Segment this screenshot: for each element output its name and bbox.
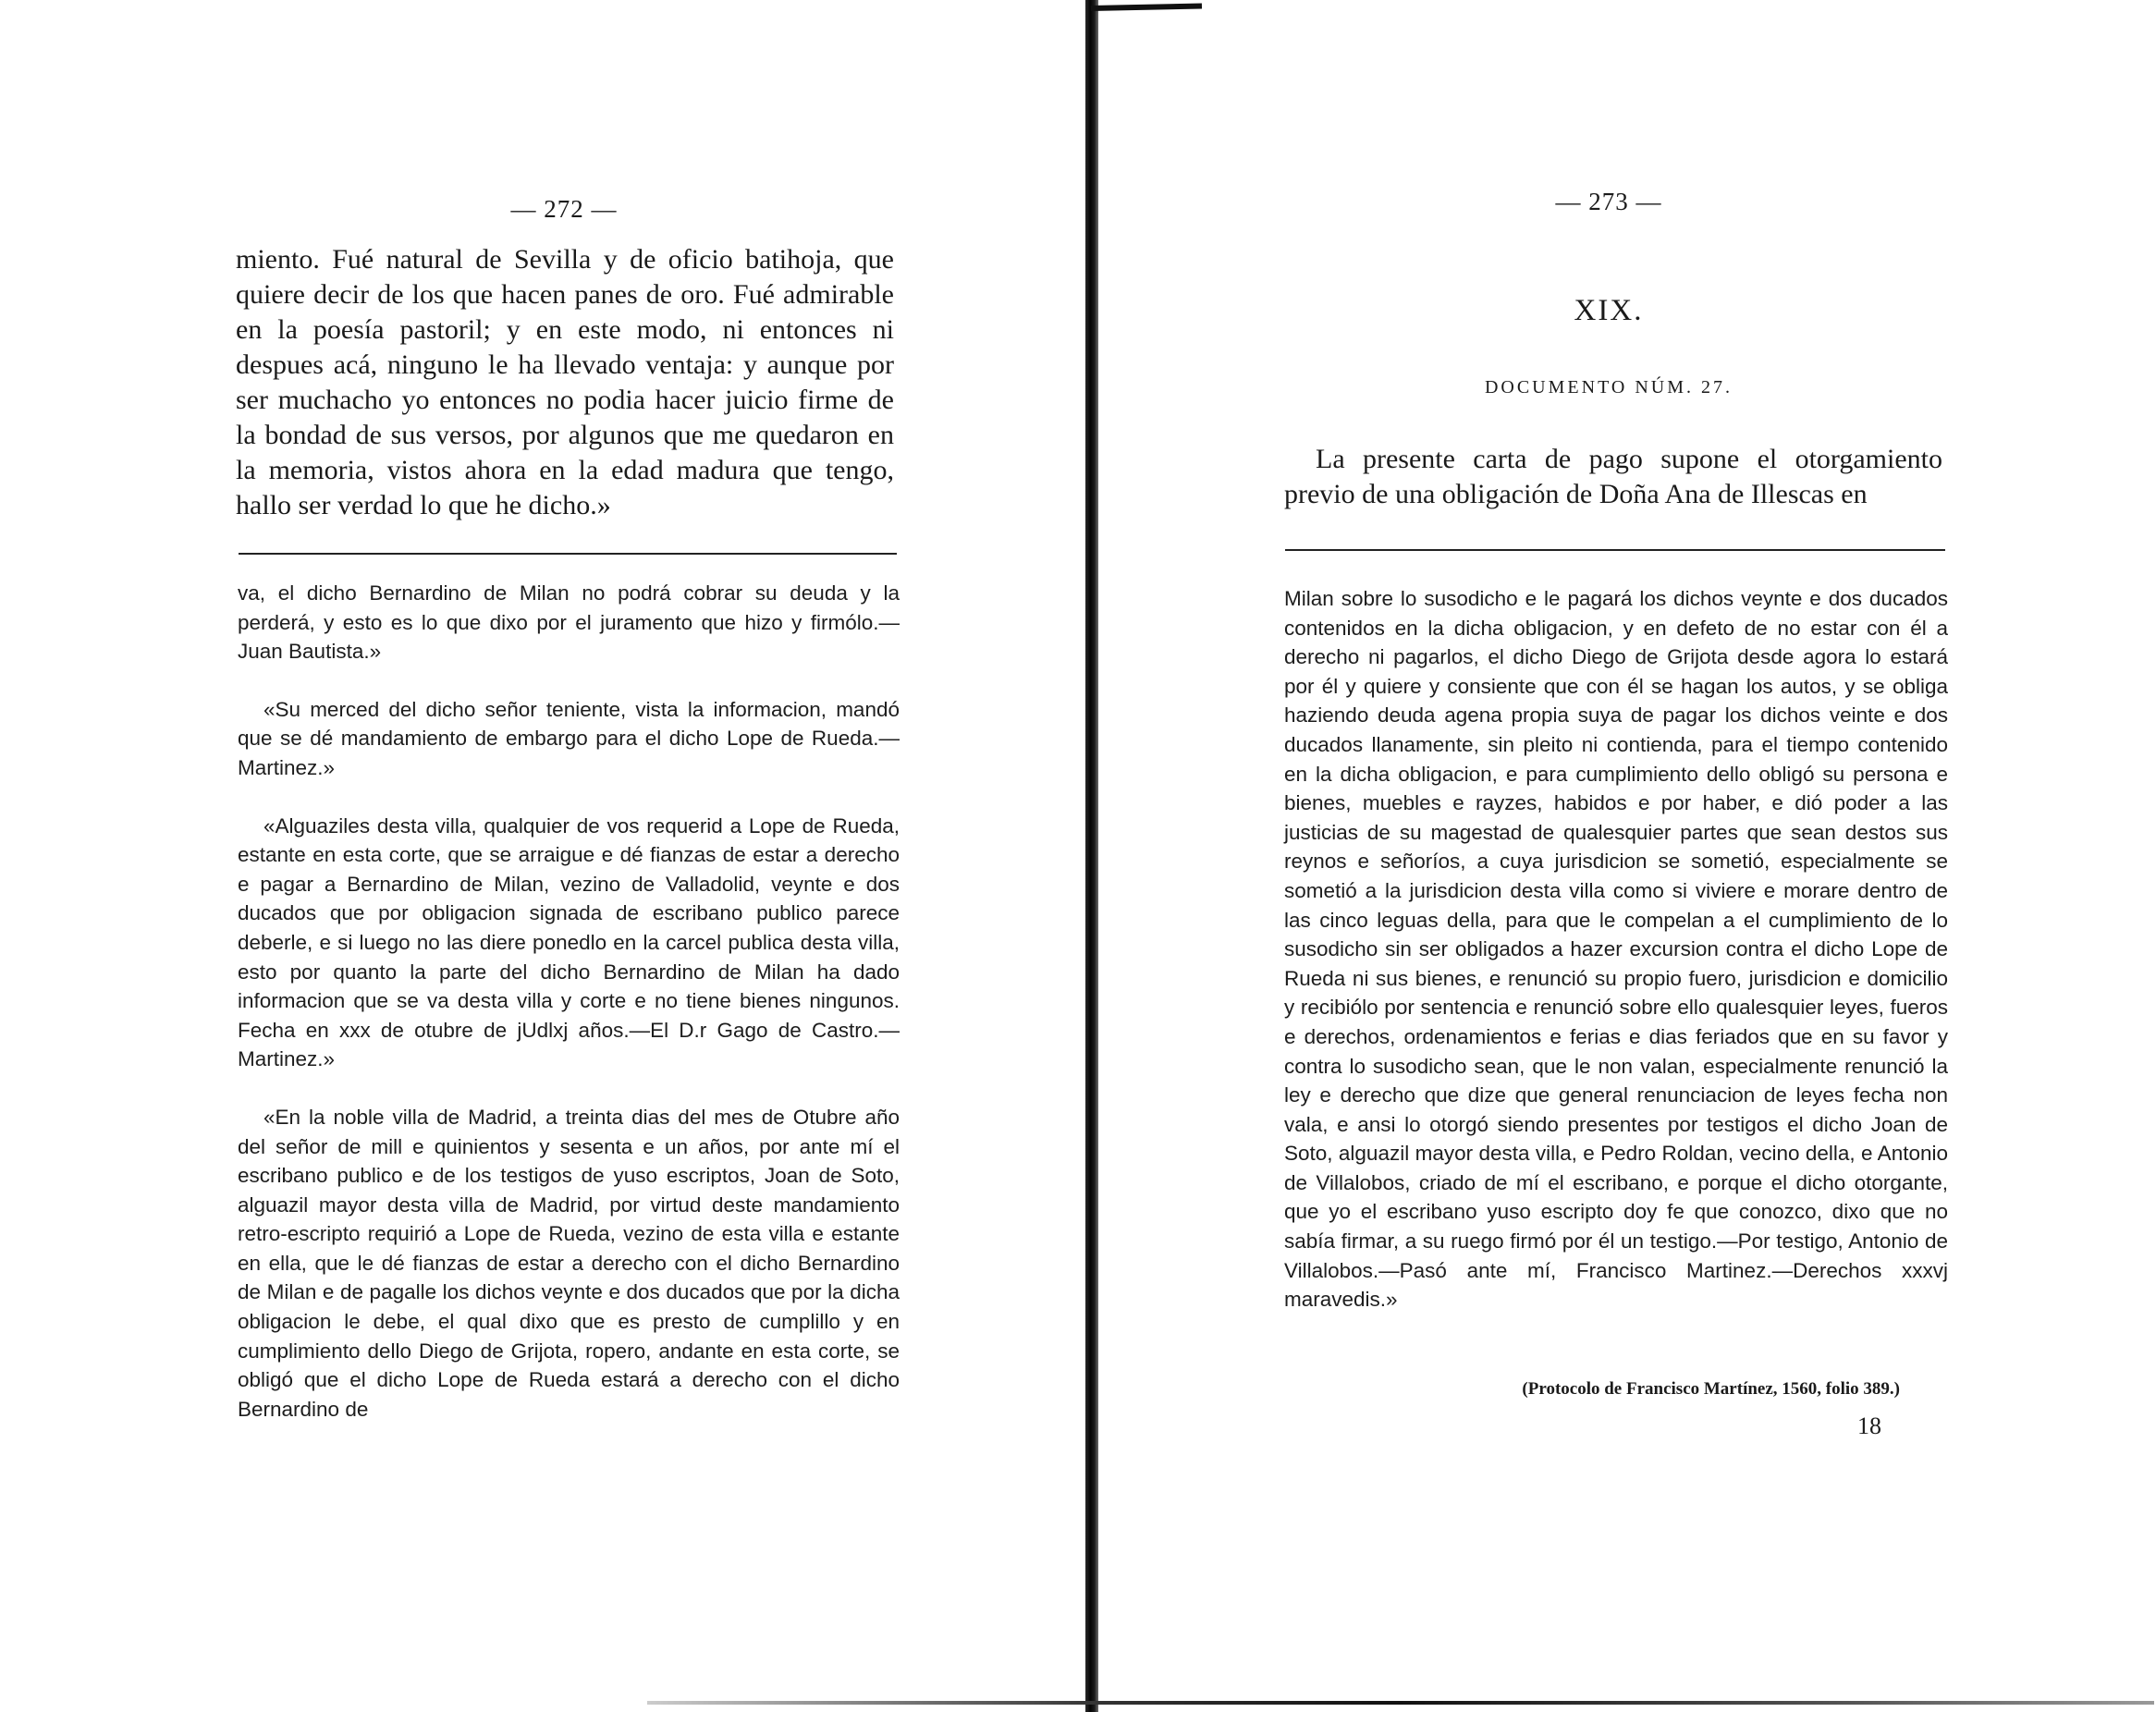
page-number: — 272 — <box>510 195 618 223</box>
footnote-text <box>1284 584 1948 1343</box>
note-paragraph: «Alguaziles desta villa, qualquier de vos requerid a Lope de Rueda, estante en esta corte, que se arraigue e dé fianzas de estar a derecho e pagar a Bernardino de Milan, vezino de Valladolid, veynte e dos ducados que por obligacion signada de escribano publico parece deberle, e si luego no las diere ponedlo en la carcel publica desta villa, esto por quanto la parte del dicho Bernardino de Milan ha dado informacion que se va desta villa y corte e no tiene bienes ningunos. Fecha en xxx de otubre de jUdlxj años.—El D.r Gago de Castro.—Martinez.» <box>238 813 900 1071</box>
note-paragraph: «Su merced del dicho señor teniente, vista la informacion, mandó que se dé mandamiento de embargo para el dicho Lope de Rueda.—Martinez.» <box>238 697 900 779</box>
footnote-rule <box>1285 549 1945 551</box>
main-paragraph: miento. Fué natural de Sevilla y de oficio batihoja, que quiere decir de los que hacen panes de oro. Fué admirable en la poesía pastoril; y en este modo, ni entonces ni despues acá, ninguno le ha llevado ventaja: y aunque por ser muchacho yo entonces no podia hacer juicio firme de la bondad de sus versos, por algunos que me quedaron en la memoria, vistos ahora en la edad madura que tengo, hallo ser verdad lo que he dicho.» <box>236 244 894 520</box>
note-paragraph: va, el dicho Bernardino de Milan no podrá cobrar su deuda y la perderá, y esto es lo que dixo por el juramento que hizo y firmólo.—Juan Bautista.» <box>238 581 900 664</box>
main-text <box>1284 442 1942 512</box>
note-paragraph: Milan sobre lo susodicho e le pagará los dichos veynte e dos ducados contenidos en la dicha obligacion, y en defeto de no estar con él a derecho ni pagarlos, el dicho Diego de Grijota desde agora lo estará por él y quiere y consiente que con él se hagan los autos, y se obliga haziendo deuda agena propia suya de pagar los dichos veinte e dos ducados llanamente, sin pleito ni contienda, para el tiempo contenido en la dicha obligacion, e para cumplimiento dello obligó su persona e bienes, muebles e rayzes, habidos e por haber, e dió poder a las justicias de su magestad de qualesquier partes que sean destos sus reynos e señoríos, a cuya jurisdicion se sometió, especialmente se sometió a la jurisdicion desta villa como si viviere e morare dentro de las cinco leguas della, para que le compelan a el cumplimiento de lo susodicho sin ser obligados a hazer excursion contra el dicho Lope de Rueda ni sus bienes, e renunció su propio fuero, jurisdicion e domicilio y recibiólo por sentencia e renunció sobre ello qualesquier leyes, fueros e derechos, ordenamientos e ferias e dias feriados que en su favor y contra lo susodicho sean, que le non valan, especialmente renunció la ley e derecho que dize que general renunciacion de leyes fecha non vala, e ansi lo otorgó siendo presentes por testigos el dicho Joan de Soto, alguazil mayor desta villa, e Pedro Roldan, vecino della, e Antonio de Villalobos, criado de mí el escribano, e porque el dicho otorgante, que yo el escribano yuso escripto doy fe que conozco, dixo que no sabía firmar, a su ruego firmó por él un testigo.—Por testigo, Antonio de Villalobos.—Pasó ante mí, Francisco Martinez.—Derechos xxxvj maravedis.» <box>1284 587 1948 1312</box>
main-text <box>236 242 894 523</box>
footnote-rule <box>239 553 897 555</box>
chapter-title: XIX. <box>1574 294 1644 327</box>
page-number: — 273 — <box>1555 188 1662 215</box>
document-heading: DOCUMENTO NÚM. 27. <box>1484 377 1733 397</box>
main-paragraph: La presente carta de pago supone el otorgamiento previo de una obligación de Doña Ana de Illescas en <box>1284 444 1942 509</box>
footnote-text <box>238 579 900 1452</box>
note-paragraph: «En la noble villa de Madrid, a treinta dias del mes de Otubre año del señor de mill e quinientos y sesenta e un años, por ante mí el escribano publico e de los testigos de yuso escriptos, Joan de Soto, alguazil mayor desta villa de Madrid, por virtud deste mandamiento retro-escripto requirió a Lope de Rueda, vezino de esta villa e estante en ella, que le dé fianzas de estar a derecho con el dicho Bernardino de Milan e de pagalle los dichos veynte e dos ducados que por la dicha obligacion le debe, el qual dixo que es presto de cumplillo y en cumplimiento dello Diego de Grijota, ropero, andante en esta corte, se obligó que el dicho Lope de Rueda estará a derecho con el dicho Bernardino de <box>238 1105 900 1421</box>
source-citation: (Protocolo de Francisco Martínez, 1560, folio 389.) <box>1522 1379 1900 1399</box>
signature-mark: 18 <box>1857 1412 1881 1439</box>
right-page <box>1105 0 2156 1712</box>
